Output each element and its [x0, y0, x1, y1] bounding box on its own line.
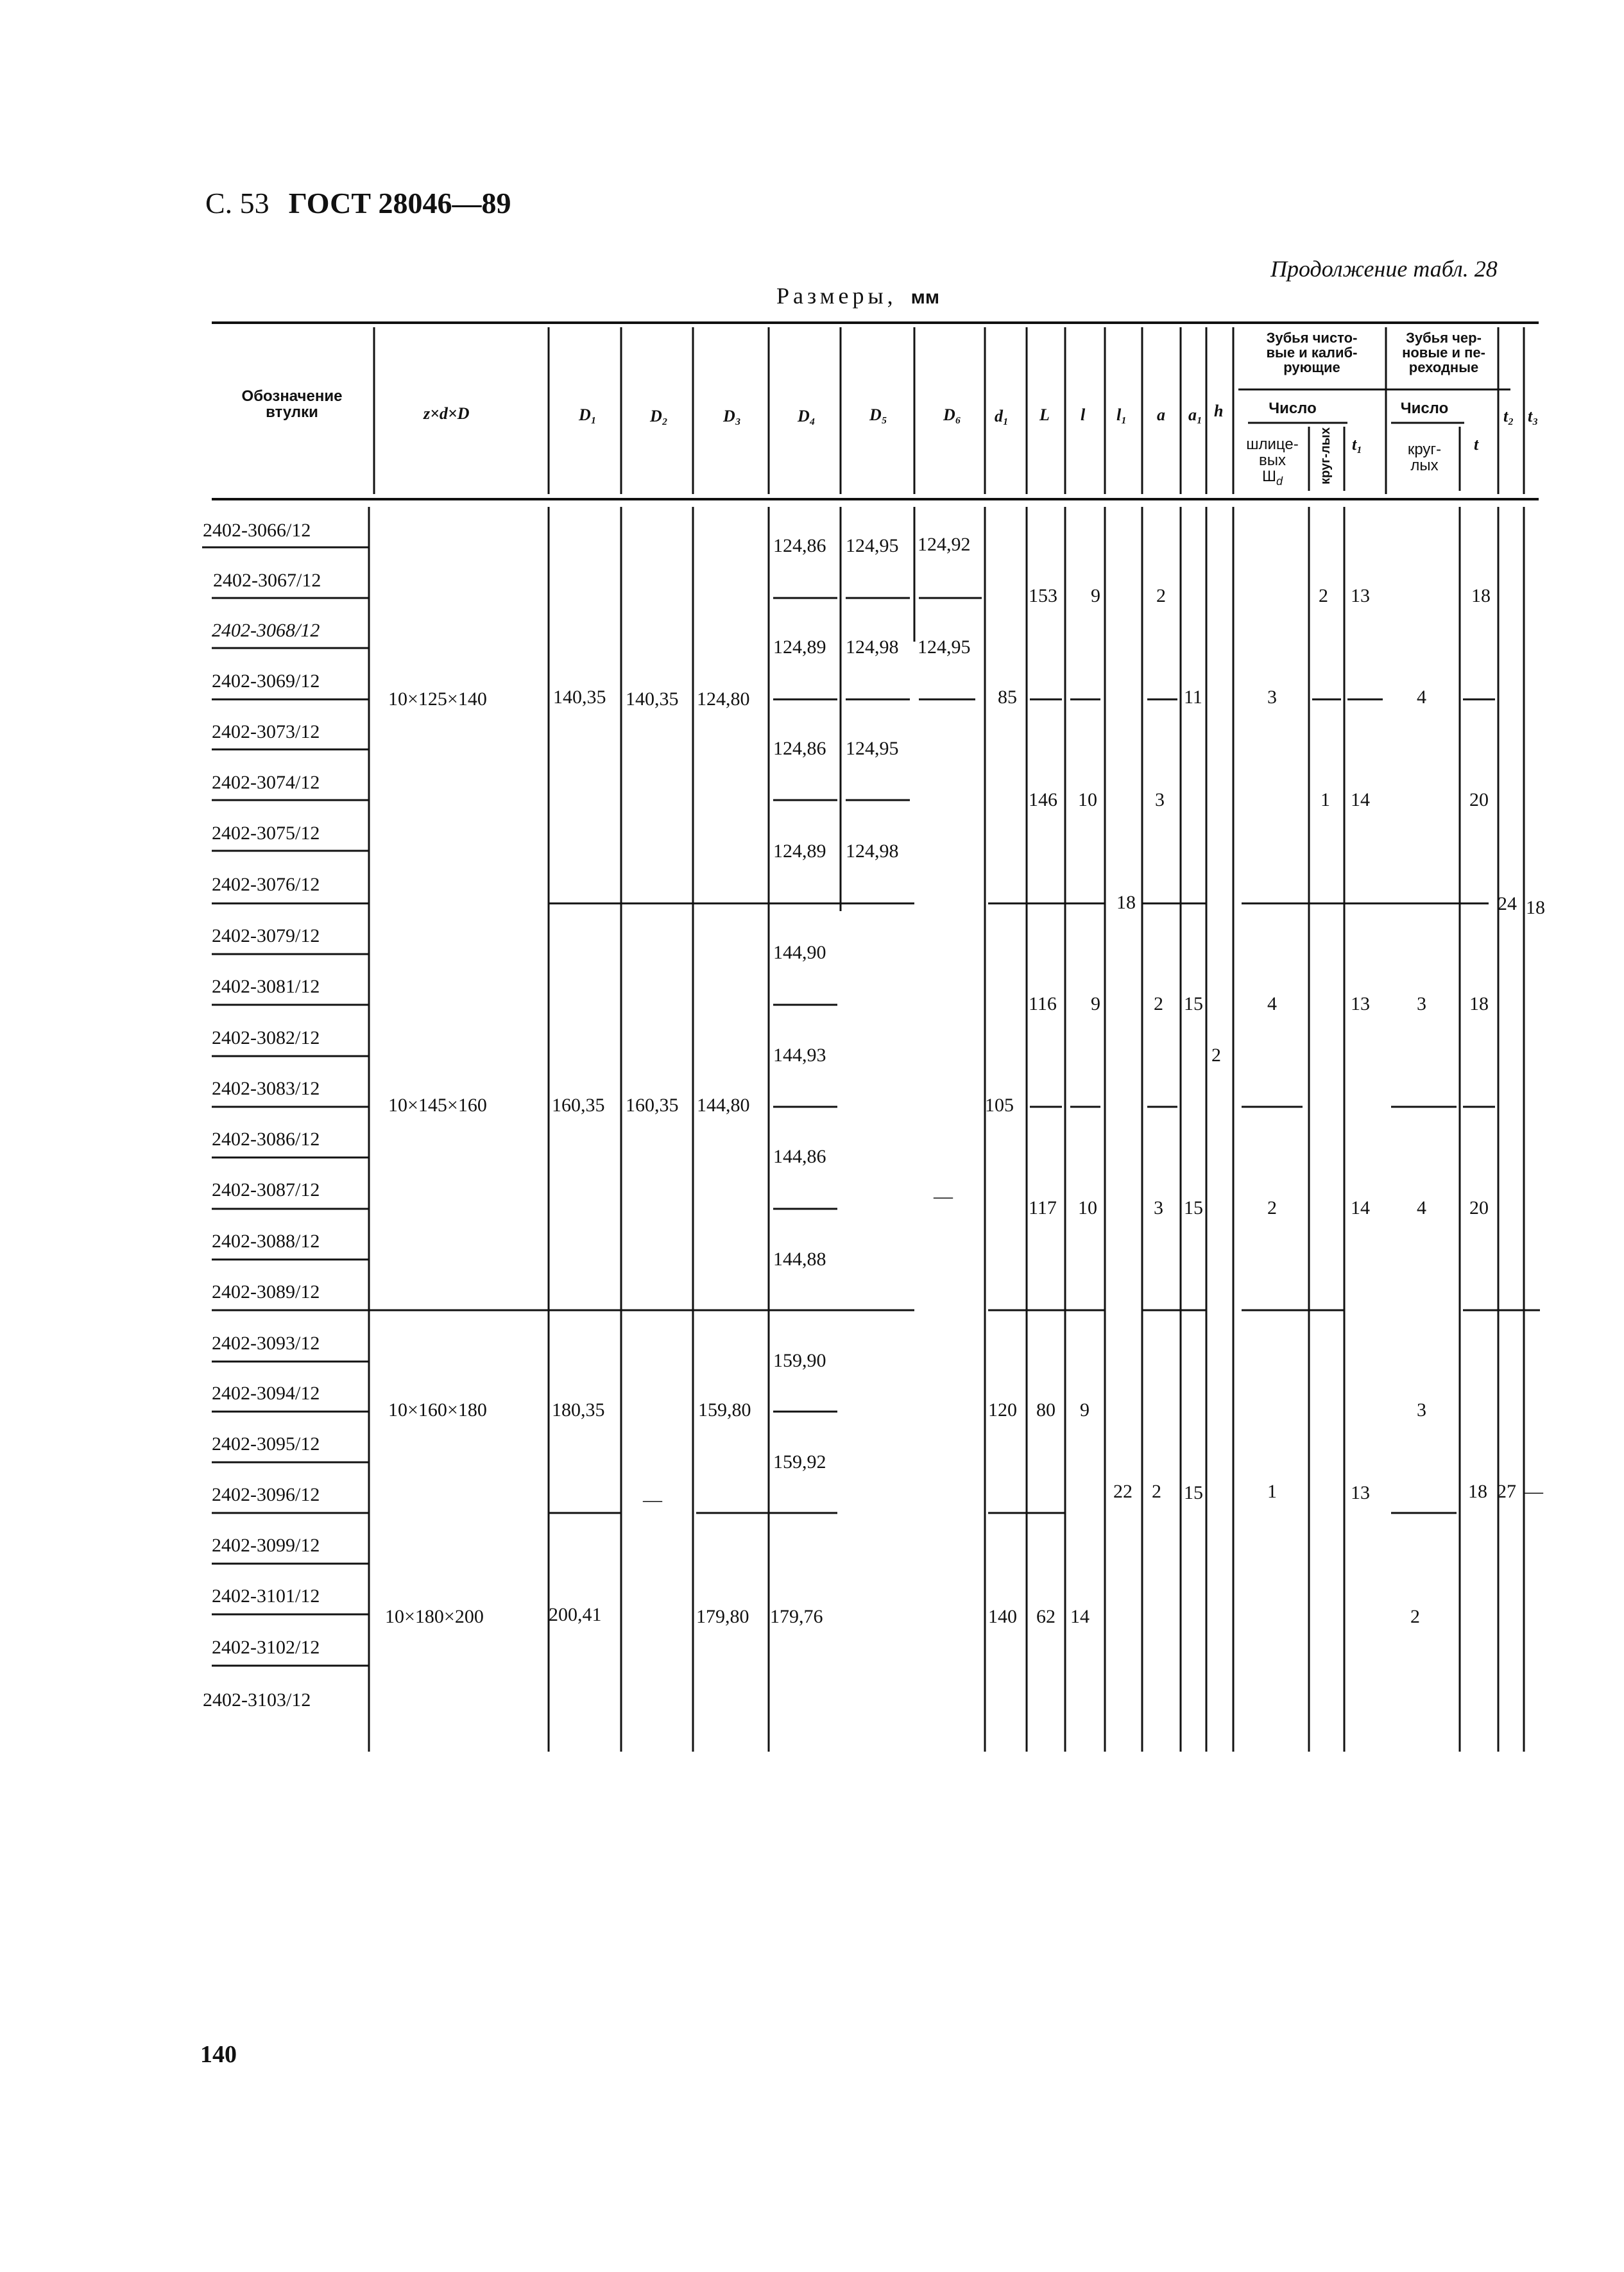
- designation-code: 2402-3069/12: [212, 670, 320, 692]
- cell-t2: 27: [1497, 1481, 1516, 1502]
- header-group-fine: Зубья чисто- вые и калиб- рующие: [1266, 330, 1358, 376]
- cell-d1-small: 120: [988, 1399, 1017, 1421]
- cell-a: 2: [1152, 1481, 1161, 1502]
- cell-zdd: 10×180×200: [385, 1606, 484, 1627]
- cell-d6: 124,92: [918, 534, 971, 555]
- cell-d3: 179,80: [696, 1606, 749, 1627]
- standard-title: ГОСТ 28046—89: [288, 187, 511, 219]
- cell-d4: 124,89: [773, 841, 826, 862]
- designation-code: 2402-3074/12: [212, 772, 320, 793]
- cell-a: 3: [1155, 789, 1165, 810]
- designation-code: 2402-3101/12: [212, 1585, 320, 1607]
- cell-d1: 200,41: [549, 1604, 602, 1625]
- cell-d5: 124,98: [846, 841, 899, 862]
- cell-d1-small: 85: [998, 687, 1017, 708]
- designation-code: 2402-3093/12: [212, 1333, 320, 1354]
- header-h: h: [1214, 402, 1224, 420]
- header-t1: t₁: [1352, 435, 1363, 454]
- header-d5-big: D₅: [869, 406, 887, 424]
- designation-code: 2402-3068/12: [212, 620, 320, 641]
- splined-subscript: d: [1276, 475, 1283, 488]
- cell-d1: 140,35: [553, 687, 606, 708]
- cell-h-shared: 2: [1211, 1045, 1221, 1066]
- header-a1: a₁: [1188, 406, 1203, 424]
- cell-d4: 159,92: [773, 1451, 826, 1473]
- header-t: t: [1474, 435, 1479, 454]
- cell-l-big: 80: [1036, 1399, 1056, 1421]
- cell-a1: 15: [1184, 993, 1203, 1014]
- cell-t1: 13: [1351, 585, 1370, 606]
- cell-t1: 13: [1351, 993, 1370, 1014]
- header-d2-big: D₂: [650, 407, 668, 425]
- cell-d1: 180,35: [552, 1399, 605, 1421]
- cell-d5: 124,95: [846, 738, 899, 759]
- cell-zdd: 10×160×180: [388, 1399, 487, 1421]
- header-l-big: L: [1039, 406, 1050, 424]
- cell-d4: 144,88: [773, 1249, 826, 1270]
- designation-code: 2402-3095/12: [212, 1433, 320, 1455]
- header-count-rough: Число: [1400, 400, 1449, 417]
- header-d1-small: d₁: [995, 407, 1009, 425]
- designation-code: 2402-3067/12: [213, 570, 321, 591]
- header-splined: шлице- вых $Ш_d$: [1246, 436, 1299, 488]
- cell-d4: 144,93: [773, 1045, 826, 1066]
- cell-round: 1: [1321, 789, 1330, 810]
- continuation-note: Продолжение табл. 28: [1270, 256, 1498, 282]
- cell-t1: 14: [1351, 1197, 1370, 1218]
- designation-code: 2402-3083/12: [212, 1078, 320, 1099]
- cell-d1: 160,35: [552, 1095, 605, 1116]
- cell-splined-count: 3: [1267, 687, 1277, 708]
- cell-d6-dash: —: [934, 1186, 953, 1207]
- cell-l-big: 62: [1036, 1606, 1056, 1627]
- cell-d3: 159,80: [698, 1399, 751, 1421]
- cell-round-count: 3: [1417, 1399, 1426, 1421]
- cell-d4: 144,86: [773, 1146, 826, 1167]
- page-label: С. 53: [205, 187, 269, 219]
- header-d3-big: D₃: [723, 407, 741, 425]
- cell-d6: 124,95: [918, 636, 971, 658]
- cell-d2-dash: —: [643, 1489, 662, 1510]
- designation-code: 2402-3102/12: [212, 1637, 320, 1658]
- cell-round-count: 4: [1417, 1197, 1426, 1218]
- cell-splined-count: 1: [1267, 1481, 1277, 1502]
- cell-round-count: 2: [1410, 1606, 1420, 1627]
- cell-d4: 124,86: [773, 535, 826, 556]
- cell-d4: 124,86: [773, 738, 826, 759]
- cell-a1: 15: [1184, 1197, 1203, 1218]
- page-number: 140: [200, 2041, 237, 2068]
- sizes-unit: мм: [910, 287, 940, 308]
- cell-l-small: 10: [1078, 789, 1097, 810]
- cell-t1: 14: [1351, 789, 1370, 810]
- cell-splined-count: 4: [1267, 993, 1277, 1014]
- cell-a: 2: [1154, 993, 1163, 1014]
- designation-code: 2402-3082/12: [212, 1027, 320, 1048]
- designation-code: 2402-3103/12: [203, 1689, 311, 1711]
- designation-code: 2402-3066/12: [203, 520, 311, 541]
- cell-d1-small: 105: [985, 1095, 1014, 1116]
- cell-t: 18: [1469, 993, 1489, 1014]
- cell-d3: 144,80: [697, 1095, 750, 1116]
- cell-d1-small: 140: [988, 1606, 1017, 1627]
- splined-symbol: Ш: [1261, 468, 1276, 486]
- header-group-rough: Зубья чер- новые и пе- реходные: [1402, 330, 1485, 376]
- designation-code: 2402-3076/12: [212, 874, 320, 895]
- cell-l-big: 146: [1029, 789, 1057, 810]
- header-l1: l₁: [1116, 406, 1127, 424]
- cell-round-count: 4: [1417, 687, 1426, 708]
- cell-d2: 160,35: [626, 1095, 679, 1116]
- header-t3: t₃: [1528, 407, 1539, 425]
- designation-code: 2402-3096/12: [212, 1484, 320, 1505]
- header-d1-big: D₁: [579, 406, 597, 424]
- header-a: a: [1157, 406, 1165, 424]
- header-d6-big: D₆: [943, 406, 961, 424]
- header-t2: t₂: [1503, 407, 1514, 425]
- cell-d4: 124,89: [773, 636, 826, 658]
- cell-t3-dash: —: [1524, 1481, 1543, 1502]
- header-round-vertical: круг-лых: [1319, 427, 1333, 484]
- cell-d5: 124,95: [846, 535, 899, 556]
- cell-a: 2: [1156, 585, 1166, 606]
- designation-code: 2402-3099/12: [212, 1535, 320, 1556]
- cell-t3-shared: 18: [1526, 897, 1545, 918]
- cell-a: 3: [1154, 1197, 1163, 1218]
- designation-code: 2402-3089/12: [212, 1281, 320, 1303]
- header-count-fine: Число: [1269, 400, 1317, 417]
- cell-l-big: 116: [1029, 993, 1057, 1014]
- designation-code: 2402-3087/12: [212, 1179, 320, 1200]
- cell-zdd: 10×125×140: [388, 688, 487, 710]
- cell-l-small: 9: [1091, 993, 1100, 1014]
- cell-l-small: 9: [1091, 585, 1100, 606]
- header-round: круг- лых: [1407, 441, 1442, 475]
- cell-l1-shared: 18: [1116, 892, 1136, 913]
- header-zdd: z×d×D: [423, 404, 470, 423]
- cell-t2-shared: 24: [1498, 893, 1517, 914]
- cell-a1: 11: [1184, 687, 1202, 708]
- designation-code: 2402-3086/12: [212, 1129, 320, 1150]
- designation-code: 2402-3081/12: [212, 976, 320, 997]
- cell-t: 18: [1468, 1481, 1487, 1502]
- cell-l-small: 9: [1080, 1399, 1090, 1421]
- cell-splined-count: 2: [1267, 1197, 1277, 1218]
- cell-round-dash: —: [1312, 1298, 1331, 1319]
- designation-code: 2402-3075/12: [212, 823, 320, 844]
- designation-code: 2402-3079/12: [212, 925, 320, 946]
- cell-d5-dash: —: [863, 1298, 882, 1319]
- cell-t1: 13: [1351, 1482, 1370, 1503]
- header-designation: Обозначение втулки: [241, 388, 343, 422]
- cell-d4: 179,76: [770, 1606, 823, 1627]
- cell-t: 20: [1469, 1197, 1489, 1218]
- cell-l-big: 117: [1029, 1197, 1057, 1218]
- cell-round: 2: [1319, 585, 1328, 606]
- cell-t: 18: [1471, 585, 1491, 606]
- header-d4-big: D₄: [798, 407, 816, 425]
- cell-d3: 124,80: [697, 688, 750, 710]
- cell-a1: 15: [1184, 1482, 1203, 1503]
- cell-l-small: 10: [1078, 1197, 1097, 1218]
- cell-d5: 124,98: [846, 636, 899, 658]
- header-l-small: l: [1081, 406, 1086, 424]
- cell-l-big: 153: [1029, 585, 1057, 606]
- cell-d4: 159,90: [773, 1350, 826, 1371]
- designation-code: 2402-3073/12: [212, 721, 320, 742]
- designation-code: 2402-3094/12: [212, 1383, 320, 1404]
- cell-d2: 140,35: [626, 688, 679, 710]
- cell-l1: 22: [1113, 1481, 1133, 1502]
- cell-t: 20: [1469, 789, 1489, 810]
- cell-l-small: 14: [1070, 1606, 1090, 1627]
- cell-d4: 144,90: [773, 942, 826, 963]
- cell-round-count: 3: [1417, 993, 1426, 1014]
- designation-code: 2402-3088/12: [212, 1231, 320, 1252]
- sizes-label: Размеры,: [776, 283, 897, 309]
- cell-zdd: 10×145×160: [388, 1095, 487, 1116]
